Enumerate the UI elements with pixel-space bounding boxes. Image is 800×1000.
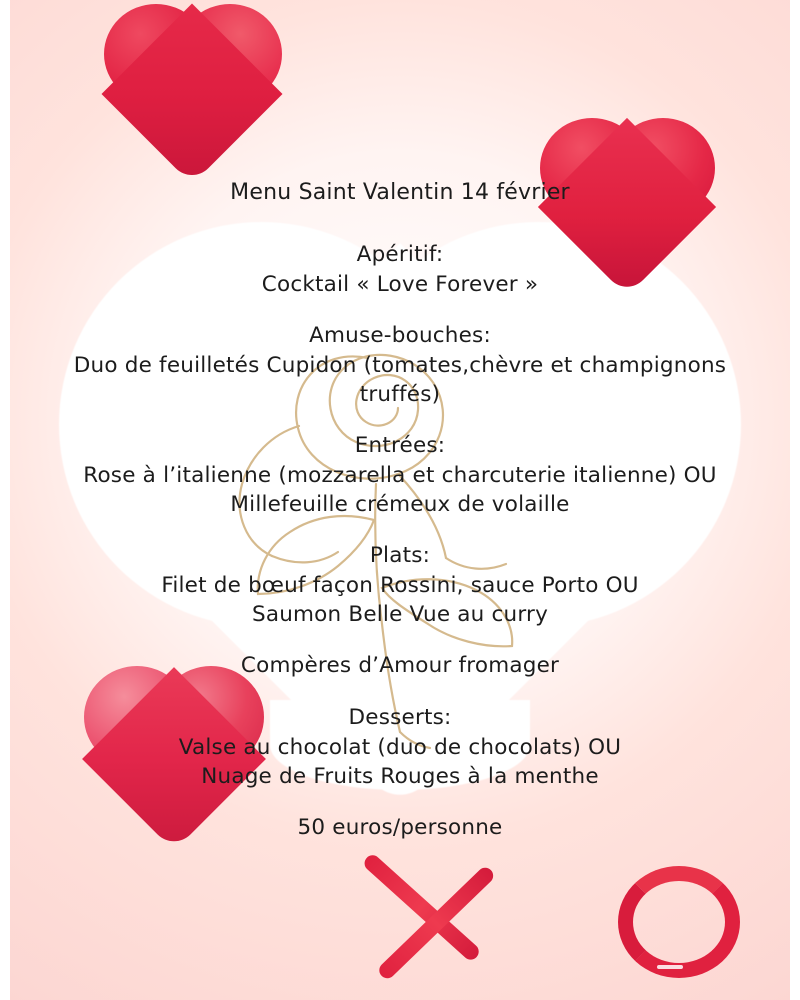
section-item: Rose à l’italienne (mozzarella et charcuterie italienne) OU: [83, 463, 717, 488]
section-heading-desserts: Desserts:: [348, 705, 452, 730]
section-heading-amuse-bouches: Amuse-bouches:: [309, 323, 491, 348]
section-heading-entrees: Entrées:: [354, 433, 446, 458]
section-item: Duo de feuilletés Cupidon (tomates,chèvre et champignons: [73, 353, 727, 378]
price-line: 50 euros/personne: [297, 815, 503, 840]
page-margin-right: [790, 0, 800, 1000]
section-item: truffés): [359, 382, 441, 407]
section-item: Saumon Belle Vue au curry: [251, 602, 549, 627]
section-item: Millefeuille crémeux de volaille: [230, 492, 570, 517]
section-heading-fromage: Compères d’Amour fromager: [240, 653, 560, 678]
page-margin-left: [0, 0, 10, 1000]
section-heading-plats: Plats:: [369, 543, 431, 568]
section-item: Valse au chocolat (duo de chocolats) OU: [178, 735, 622, 760]
section-item: Nuage de Fruits Rouges à la menthe: [201, 764, 599, 789]
page-title: Menu Saint Valentin 14 février: [230, 180, 570, 205]
section-heading-aperitif: Apéritif:: [356, 242, 444, 267]
section-item: Cocktail « Love Forever »: [261, 272, 539, 297]
section-item: Filet de bœuf façon Rossini, sauce Porto OU: [161, 573, 639, 598]
